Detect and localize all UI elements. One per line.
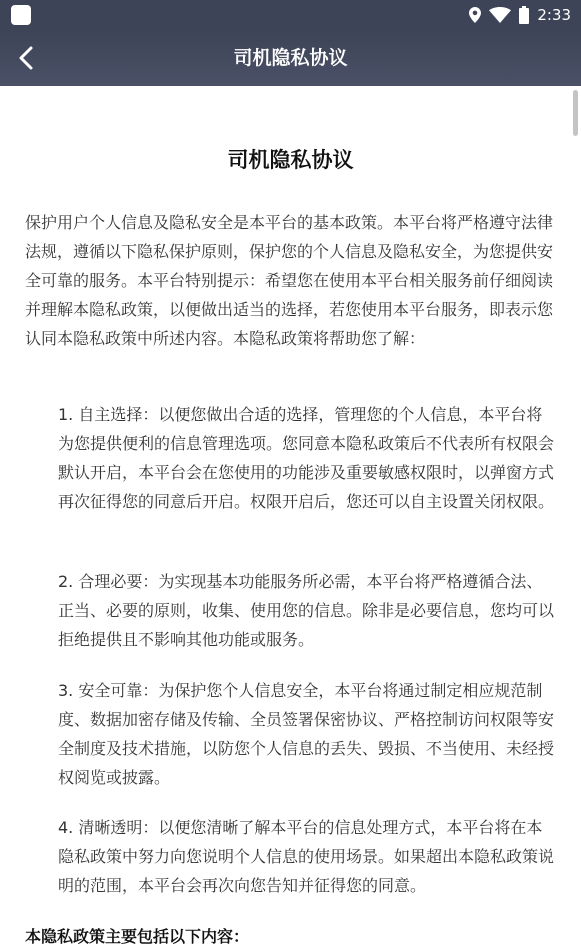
policy-item-2: 2. 合理必要：为实现基本功能服务所必需，本平台将严格遵循合法、正当、必要的原则，收集、使用您的信息。除非是必要信息，您均可以拒绝提供且不影响其他功能或服务。	[58, 572, 555, 649]
scrollbar-thumb[interactable]	[573, 90, 578, 136]
policy-item-1: 1. 自主选择：以便您做出合适的选择，管理您的个人信息，本平台将为您提供便利的信息管理选项。您同意本隐私政策后不代表所有权限会默认开启，本平台会在您使用的功能涉及重要敏感权限时，以弹窗方式再次征得您的同意后开启。权限开启后，您还可以自主设置关闭权限。	[58, 405, 555, 511]
section-heading: 本隐私政策主要包括以下内容：	[25, 927, 250, 946]
wifi-icon	[489, 7, 511, 23]
intro-paragraph: 保护用户个人信息及隐私安全是本平台的基本政策。本平台将严格遵守法律法规，遵循以下隐私保护原则，保护您的个人信息及隐私安全，为您提供安全可靠的服务。本平台特别提示：希望您在使用本平台相关服务前仔细阅读并理解本隐私政策，以便做出适当的选择，若您使用本平台服务，即表示您认同本隐私政策中所述内容。本隐私政策将帮助您了解：	[25, 213, 554, 348]
location-icon	[469, 7, 481, 23]
policy-item-3: 3. 安全可靠：为保护您个人信息安全，本平台将通过制定相应规范制度、数据加密存储及传输、全员签署保密协议、严格控制访问权限等安全制度及技术措施，以防您个人信息的丢失、毁损、不当使用、未经授权阅览或披露。	[58, 681, 555, 787]
page-title: 司机隐私协议	[233, 47, 348, 69]
status-icons	[469, 4, 571, 26]
app-notification-icon	[11, 5, 31, 25]
document-title: 司机隐私协议	[227, 148, 354, 172]
battery-icon	[519, 6, 529, 24]
status-time: 2:33	[537, 6, 571, 24]
nav-bar	[0, 30, 581, 86]
policy-content[interactable]	[0, 86, 581, 946]
status-bar	[0, 0, 581, 30]
policy-item-4: 4. 清晰透明：以便您清晰了解本平台的信息处理方式，本平台将在本隐私政策中努力向您说明个人信息的使用场景。如果超出本隐私政策说明的范围，本平台会再次向您告知并征得您的同意。	[58, 818, 555, 895]
